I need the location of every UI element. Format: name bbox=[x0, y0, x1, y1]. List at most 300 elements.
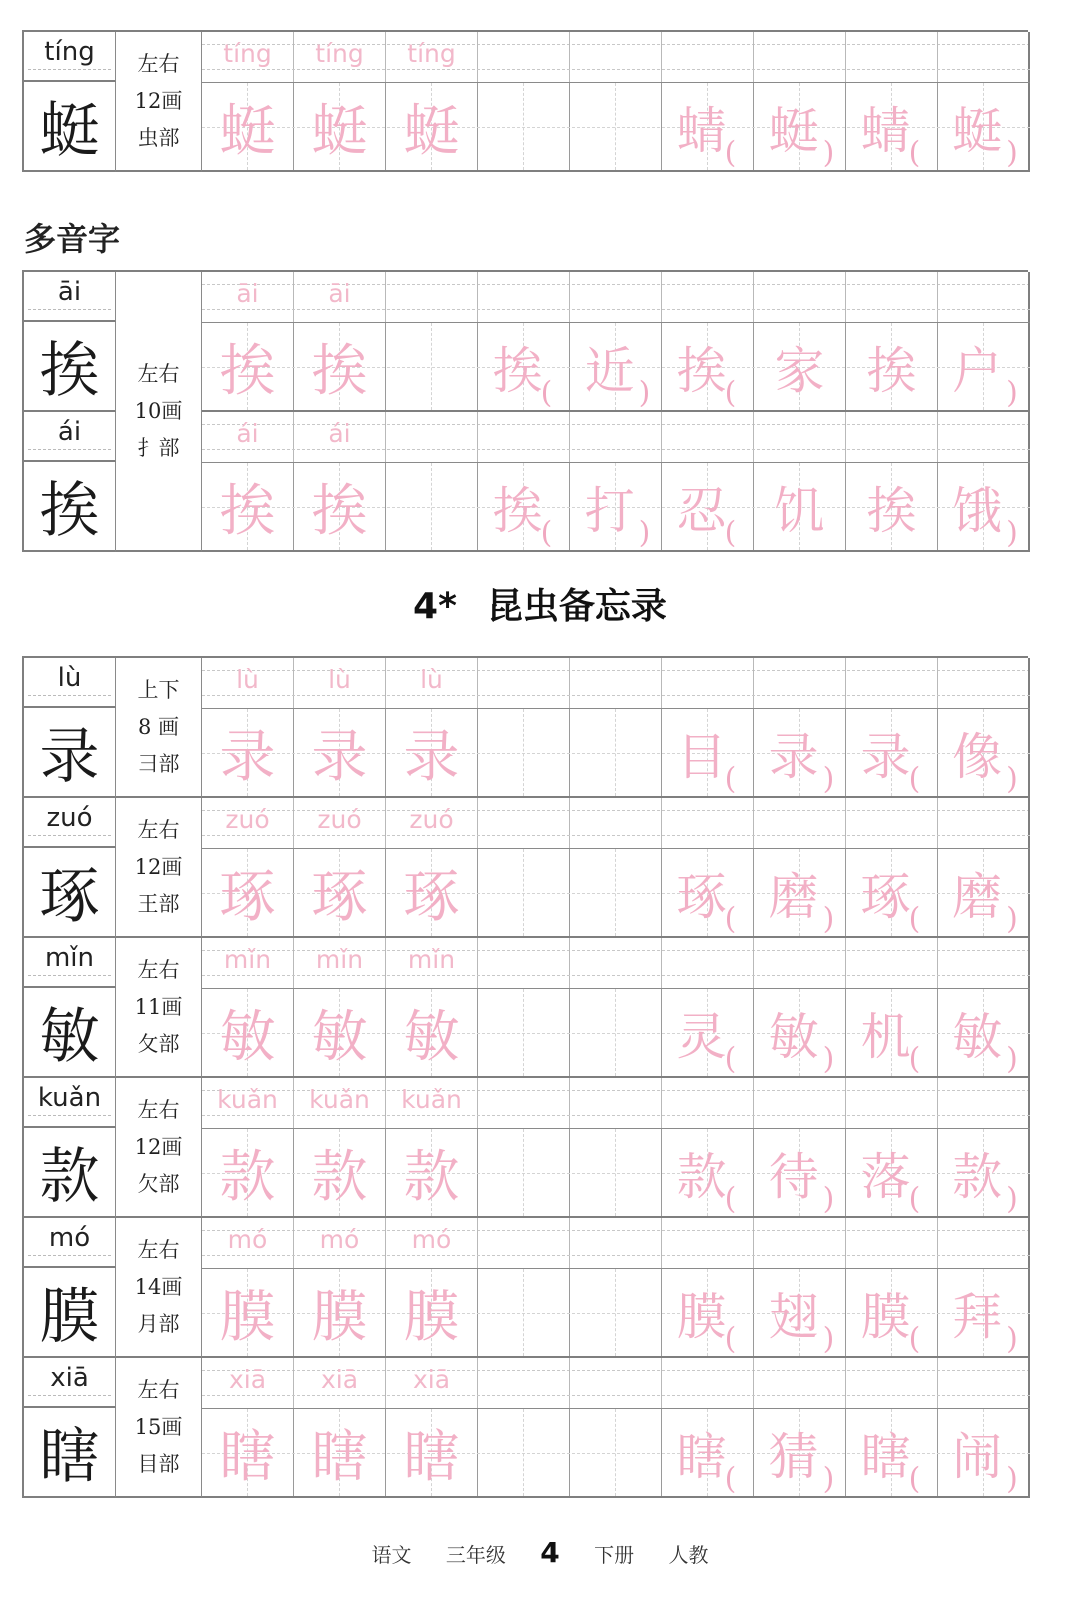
word-char: 膜 bbox=[860, 1287, 911, 1346]
practice-pinyin-cell bbox=[478, 412, 570, 462]
practice-char-cell[interactable] bbox=[570, 1269, 662, 1356]
practice-char: 款 bbox=[219, 1144, 276, 1210]
word-paren-close: ) bbox=[822, 1461, 835, 1496]
word-char-cell[interactable] bbox=[846, 849, 938, 936]
practice-pinyin-text: mó bbox=[319, 1225, 360, 1254]
practice-pinyin-row bbox=[202, 1078, 1030, 1128]
word-char: 猜 bbox=[768, 1427, 819, 1486]
practice-char-cell[interactable] bbox=[386, 989, 478, 1076]
practice-pinyin-text: mó bbox=[227, 1225, 268, 1254]
practice-char-row bbox=[202, 988, 1030, 1078]
word-char-cell[interactable] bbox=[478, 323, 570, 410]
practice-char-cell[interactable] bbox=[386, 83, 478, 170]
footer-publisher: 人教 bbox=[668, 1543, 709, 1567]
practice-char-cell[interactable] bbox=[478, 1269, 570, 1356]
practice-char-cell[interactable] bbox=[570, 709, 662, 796]
char-pinyin-text: lù bbox=[57, 663, 82, 693]
word-char-cell[interactable] bbox=[846, 989, 938, 1076]
word-char-cell[interactable] bbox=[662, 1269, 754, 1356]
word-paren-close: ) bbox=[822, 761, 835, 796]
char-pinyin-text: mǐn bbox=[44, 943, 95, 973]
word-paren-close: ) bbox=[1006, 901, 1018, 936]
practice-pinyin-cell bbox=[846, 798, 938, 848]
char-pinyin bbox=[24, 658, 116, 708]
word-paren-open: ( bbox=[724, 1321, 737, 1356]
word-char: 琢 bbox=[676, 867, 727, 926]
char-main: 敏 bbox=[24, 988, 116, 1078]
char-structure: 左右 bbox=[137, 1097, 180, 1122]
practice-char-cell[interactable] bbox=[294, 849, 386, 936]
practice-char: 膜 bbox=[219, 1284, 276, 1350]
char-pinyin-text: kuǎn bbox=[37, 1083, 102, 1113]
word-char-cell[interactable] bbox=[662, 989, 754, 1076]
word-char-cell[interactable] bbox=[662, 1409, 754, 1496]
practice-pinyin-cell bbox=[202, 938, 294, 988]
char-main: 膜 bbox=[24, 1268, 116, 1358]
practice-char-row bbox=[202, 1408, 1030, 1498]
practice-pinyin-cell bbox=[662, 1358, 754, 1408]
practice-char-cell[interactable] bbox=[294, 709, 386, 796]
word-char-cell[interactable] bbox=[846, 1269, 938, 1356]
word-char: 磨 bbox=[952, 867, 1003, 926]
practice-pinyin-cell bbox=[938, 798, 1030, 848]
word-char-cell[interactable] bbox=[570, 463, 662, 550]
word-char-cell[interactable] bbox=[938, 463, 1030, 550]
practice-char-cell[interactable] bbox=[570, 1129, 662, 1216]
practice-char-cell[interactable] bbox=[202, 1129, 294, 1216]
word-paren-open: ( bbox=[908, 1041, 921, 1076]
practice-pinyin-cell bbox=[570, 1218, 662, 1268]
word-char-cell[interactable] bbox=[938, 709, 1030, 796]
practice-char: 琢 bbox=[219, 864, 276, 930]
char-main: 瞎 bbox=[24, 1408, 116, 1498]
practice-char-row bbox=[202, 82, 1030, 172]
practice-char: 录 bbox=[403, 724, 460, 790]
word-char-cell[interactable] bbox=[846, 709, 938, 796]
practice-pinyin-text: kuǎn bbox=[309, 1085, 370, 1114]
practice-pinyin-cell bbox=[846, 1078, 938, 1128]
word-char-cell[interactable] bbox=[938, 1269, 1030, 1356]
word-char: 蜻 bbox=[860, 101, 911, 160]
practice-char: 款 bbox=[403, 1144, 460, 1210]
practice-pinyin-cell bbox=[386, 798, 478, 848]
practice-char-cell[interactable] bbox=[294, 463, 386, 550]
char-radical: 目部 bbox=[137, 1451, 180, 1476]
char-radical: 月部 bbox=[137, 1311, 180, 1336]
practice-char: 挨 bbox=[219, 478, 276, 544]
word-paren-open: ( bbox=[724, 375, 737, 410]
char-main: 挨 bbox=[24, 322, 116, 412]
word-char-cell[interactable] bbox=[662, 849, 754, 936]
practice-char-cell[interactable] bbox=[478, 1129, 570, 1216]
char-strokes: 11画 bbox=[134, 994, 183, 1019]
char-main: 款 bbox=[24, 1128, 116, 1218]
char-radical: 王部 bbox=[137, 891, 180, 916]
practice-pinyin-cell bbox=[938, 658, 1030, 708]
word-char-cell[interactable] bbox=[662, 323, 754, 410]
word-paren-open: ( bbox=[724, 1041, 737, 1076]
practice-pinyin-cell bbox=[570, 272, 662, 322]
practice-char-cell[interactable] bbox=[386, 1409, 478, 1496]
word-paren-close: ) bbox=[1006, 1461, 1018, 1496]
word-char-cell[interactable] bbox=[846, 1129, 938, 1216]
practice-pinyin-cell bbox=[478, 272, 570, 322]
practice-pinyin-text: mó bbox=[411, 1225, 452, 1254]
word-char: 录 bbox=[768, 727, 819, 786]
word-char-cell[interactable] bbox=[938, 1409, 1030, 1496]
char-strokes: 12画 bbox=[134, 1134, 183, 1159]
practice-pinyin-cell bbox=[846, 32, 938, 82]
practice-pinyin-cell bbox=[386, 938, 478, 988]
practice-pinyin-cell bbox=[294, 272, 386, 322]
practice-char: 挨 bbox=[219, 338, 276, 404]
practice-pinyin-cell bbox=[662, 658, 754, 708]
word-char-cell[interactable] bbox=[754, 709, 846, 796]
word-char-cell[interactable] bbox=[754, 989, 846, 1076]
practice-char-cell[interactable] bbox=[570, 83, 662, 170]
practice-char-cell[interactable] bbox=[294, 1409, 386, 1496]
word-char: 蜓 bbox=[768, 101, 819, 160]
word-char: 款 bbox=[676, 1147, 727, 1206]
practice-char-cell[interactable] bbox=[202, 709, 294, 796]
practice-char-cell[interactable] bbox=[570, 849, 662, 936]
word-char-cell[interactable] bbox=[846, 83, 938, 170]
char-info bbox=[116, 1218, 202, 1358]
practice-pinyin-cell bbox=[570, 798, 662, 848]
word-char: 翅 bbox=[768, 1287, 819, 1346]
practice-char-cell[interactable] bbox=[478, 83, 570, 170]
practice-pinyin-row bbox=[202, 1218, 1030, 1268]
practice-pinyin-cell bbox=[662, 272, 754, 322]
word-char-cell[interactable] bbox=[754, 83, 846, 170]
practice-char: 挨 bbox=[311, 338, 368, 404]
practice-char-cell[interactable] bbox=[202, 849, 294, 936]
word-char: 挨 bbox=[676, 341, 727, 400]
practice-char-cell[interactable] bbox=[202, 989, 294, 1076]
practice-char-cell[interactable] bbox=[294, 1269, 386, 1356]
practice-char-cell[interactable] bbox=[202, 83, 294, 170]
practice-pinyin-text: xiā bbox=[412, 1365, 451, 1394]
practice-pinyin-cell bbox=[202, 32, 294, 82]
practice-pinyin-text: mǐn bbox=[223, 945, 272, 974]
practice-pinyin-cell bbox=[938, 272, 1030, 322]
word-char-cell[interactable] bbox=[938, 323, 1030, 410]
practice-char-cell[interactable] bbox=[386, 849, 478, 936]
char-pinyin bbox=[24, 1078, 116, 1128]
char-strokes: 15画 bbox=[134, 1414, 183, 1439]
practice-pinyin-cell bbox=[386, 1358, 478, 1408]
practice-char-cell[interactable] bbox=[386, 463, 478, 550]
word-paren-open: ( bbox=[908, 1321, 921, 1356]
char-radical: 欠部 bbox=[137, 1171, 180, 1196]
practice-char-cell[interactable] bbox=[294, 83, 386, 170]
char-pinyin bbox=[24, 938, 116, 988]
practice-char-cell[interactable] bbox=[478, 989, 570, 1076]
lesson-number: 4* bbox=[413, 586, 457, 627]
practice-pinyin-cell bbox=[386, 1078, 478, 1128]
practice-char: 款 bbox=[311, 1144, 368, 1210]
char-pinyin-text: xiā bbox=[50, 1363, 89, 1393]
char-radical: 攵部 bbox=[137, 1031, 180, 1056]
practice-pinyin-cell bbox=[570, 32, 662, 82]
practice-pinyin-cell bbox=[202, 272, 294, 322]
practice-pinyin-text: lù bbox=[328, 665, 351, 694]
word-char: 闹 bbox=[952, 1427, 1003, 1486]
word-char: 像 bbox=[952, 727, 1003, 786]
word-char: 挨 bbox=[866, 341, 917, 400]
practice-pinyin-cell bbox=[754, 1078, 846, 1128]
word-paren-open: ( bbox=[908, 761, 921, 796]
char-strokes: 10画 bbox=[134, 398, 183, 423]
practice-pinyin-text: āi bbox=[328, 279, 351, 308]
practice-pinyin-cell bbox=[478, 32, 570, 82]
word-paren-open: ( bbox=[540, 375, 553, 410]
practice-pinyin-cell bbox=[294, 1358, 386, 1408]
practice-char-cell[interactable] bbox=[294, 989, 386, 1076]
practice-char-cell[interactable] bbox=[202, 1269, 294, 1356]
word-char-cell[interactable] bbox=[662, 709, 754, 796]
word-char: 瞎 bbox=[860, 1427, 911, 1486]
char-main: 蜓 bbox=[24, 82, 116, 172]
practice-char-cell[interactable] bbox=[570, 1409, 662, 1496]
word-char: 蜓 bbox=[952, 101, 1003, 160]
practice-pinyin-cell bbox=[202, 412, 294, 462]
practice-pinyin-text: zuó bbox=[409, 805, 454, 834]
practice-pinyin-cell bbox=[386, 1218, 478, 1268]
practice-pinyin-text: lù bbox=[236, 665, 259, 694]
word-paren-open: ( bbox=[724, 761, 737, 796]
practice-char-row bbox=[202, 462, 1030, 552]
word-char-cell[interactable] bbox=[662, 83, 754, 170]
word-char: 款 bbox=[952, 1147, 1003, 1206]
char-strokes: 8 画 bbox=[137, 714, 180, 739]
char-structure: 左右 bbox=[137, 1377, 180, 1402]
practice-pinyin-cell bbox=[294, 658, 386, 708]
practice-pinyin-cell bbox=[754, 938, 846, 988]
practice-pinyin-cell bbox=[662, 938, 754, 988]
char-pinyin bbox=[24, 32, 116, 82]
practice-pinyin-text: xiā bbox=[228, 1365, 267, 1394]
word-paren-open: ( bbox=[724, 901, 737, 936]
char-pinyin bbox=[24, 1218, 116, 1268]
practice-pinyin-row bbox=[202, 32, 1030, 82]
practice-char-row bbox=[202, 322, 1030, 412]
word-char-cell[interactable] bbox=[938, 989, 1030, 1076]
char-radical: 扌部 bbox=[137, 435, 180, 460]
word-char-cell[interactable] bbox=[846, 463, 938, 550]
practice-char: 挨 bbox=[311, 478, 368, 544]
practice-pinyin-cell bbox=[938, 1218, 1030, 1268]
practice-pinyin-cell bbox=[570, 1358, 662, 1408]
word-char-cell[interactable] bbox=[662, 1129, 754, 1216]
char-pinyin bbox=[24, 412, 116, 462]
practice-pinyin-cell bbox=[202, 1358, 294, 1408]
word-char: 挨 bbox=[866, 481, 917, 540]
word-char: 蜻 bbox=[676, 101, 727, 160]
practice-char-cell[interactable] bbox=[294, 1129, 386, 1216]
practice-char-cell[interactable] bbox=[478, 849, 570, 936]
word-char-cell[interactable] bbox=[478, 463, 570, 550]
practice-pinyin-cell bbox=[294, 412, 386, 462]
practice-pinyin-cell bbox=[478, 658, 570, 708]
practice-char-cell[interactable] bbox=[386, 1129, 478, 1216]
page-footer bbox=[0, 1536, 1080, 1569]
practice-char: 敏 bbox=[311, 1004, 368, 1070]
word-paren-close: ) bbox=[822, 901, 835, 936]
practice-char-cell[interactable] bbox=[478, 1409, 570, 1496]
practice-pinyin-cell bbox=[386, 32, 478, 82]
char-pinyin-text: mó bbox=[48, 1223, 91, 1253]
word-paren-close: ) bbox=[638, 515, 651, 550]
practice-pinyin-cell bbox=[386, 658, 478, 708]
lesson-title bbox=[0, 578, 1080, 629]
practice-pinyin-row bbox=[202, 272, 1030, 322]
practice-char-row bbox=[202, 1128, 1030, 1218]
practice-pinyin-text: tíng bbox=[407, 39, 456, 68]
word-char: 膜 bbox=[676, 1287, 727, 1346]
word-paren-open: ( bbox=[724, 1461, 737, 1496]
practice-pinyin-cell bbox=[570, 412, 662, 462]
word-char-cell[interactable] bbox=[754, 1129, 846, 1216]
char-structure: 左右 bbox=[137, 1237, 180, 1262]
word-char-cell[interactable] bbox=[570, 323, 662, 410]
word-char: 忍 bbox=[676, 481, 727, 540]
word-char: 瞎 bbox=[676, 1427, 727, 1486]
word-paren-open: ( bbox=[724, 1181, 737, 1216]
practice-pinyin-cell bbox=[846, 272, 938, 322]
practice-char-cell[interactable] bbox=[386, 323, 478, 410]
practice-pinyin-cell bbox=[294, 798, 386, 848]
practice-char: 敏 bbox=[219, 1004, 276, 1070]
practice-char: 瞎 bbox=[219, 1424, 276, 1490]
word-char-cell[interactable] bbox=[846, 323, 938, 410]
practice-char-cell[interactable] bbox=[386, 709, 478, 796]
word-paren-close: ) bbox=[638, 375, 651, 410]
word-paren-open: ( bbox=[908, 135, 921, 170]
word-char-cell[interactable] bbox=[938, 83, 1030, 170]
char-structure: 左右 bbox=[137, 957, 180, 982]
practice-pinyin-cell bbox=[662, 1078, 754, 1128]
practice-pinyin-text: kuǎn bbox=[217, 1085, 278, 1114]
word-paren-close: ) bbox=[1006, 1041, 1018, 1076]
practice-char: 录 bbox=[219, 724, 276, 790]
practice-char-cell[interactable] bbox=[570, 989, 662, 1076]
practice-char-cell[interactable] bbox=[386, 1269, 478, 1356]
word-char: 待 bbox=[768, 1147, 819, 1206]
practice-pinyin-cell bbox=[846, 938, 938, 988]
word-paren-open: ( bbox=[540, 515, 553, 550]
char-strokes: 14画 bbox=[134, 1274, 183, 1299]
word-paren-close: ) bbox=[822, 135, 835, 170]
char-column bbox=[24, 272, 116, 552]
footer-grade: 三年级 bbox=[445, 1543, 506, 1567]
practice-pinyin-cell bbox=[478, 798, 570, 848]
practice-pinyin-cell bbox=[938, 32, 1030, 82]
char-main: 挨 bbox=[24, 462, 116, 552]
char-pinyin-text: ái bbox=[57, 417, 82, 447]
practice-char: 敏 bbox=[403, 1004, 460, 1070]
table-lesson3-tail bbox=[22, 30, 1028, 172]
practice-char: 蜓 bbox=[403, 98, 460, 164]
practice-char: 琢 bbox=[311, 864, 368, 930]
practice-pinyin-cell bbox=[294, 938, 386, 988]
word-char: 饥 bbox=[774, 481, 825, 540]
practice-char-cell[interactable] bbox=[294, 323, 386, 410]
word-char-cell[interactable] bbox=[754, 323, 846, 410]
char-structure: 左右 bbox=[137, 51, 180, 76]
word-char-cell[interactable] bbox=[938, 849, 1030, 936]
practice-pinyin-cell bbox=[938, 938, 1030, 988]
meta-column bbox=[116, 658, 202, 1498]
practice-char-cell[interactable] bbox=[478, 709, 570, 796]
word-char: 打 bbox=[584, 481, 635, 540]
word-char: 机 bbox=[860, 1007, 911, 1066]
word-char: 敏 bbox=[768, 1007, 819, 1066]
practice-pinyin-cell bbox=[846, 658, 938, 708]
practice-pinyin-row bbox=[202, 412, 1030, 462]
char-info bbox=[116, 1358, 202, 1498]
word-char-cell[interactable] bbox=[754, 849, 846, 936]
practice-pinyin-cell bbox=[938, 412, 1030, 462]
practice-pinyin-cell bbox=[478, 1078, 570, 1128]
page-number: 4 bbox=[540, 1536, 560, 1569]
practice-pinyin-cell bbox=[570, 658, 662, 708]
word-char: 灵 bbox=[676, 1007, 727, 1066]
practice-pinyin-cell bbox=[938, 1358, 1030, 1408]
section-heading-polyphonic: 多音字 bbox=[24, 220, 121, 258]
footer-subject: 语文 bbox=[371, 1543, 412, 1567]
practice-pinyin-text: xiā bbox=[320, 1365, 359, 1394]
word-char-cell[interactable] bbox=[938, 1129, 1030, 1216]
word-char: 拜 bbox=[952, 1287, 1003, 1346]
char-info bbox=[116, 658, 202, 798]
practice-char-row bbox=[202, 1268, 1030, 1358]
practice-pinyin-cell bbox=[570, 938, 662, 988]
word-char-cell[interactable] bbox=[662, 463, 754, 550]
practice-pinyin-cell bbox=[938, 1078, 1030, 1128]
practice-pinyin-cell bbox=[294, 32, 386, 82]
word-paren-close: ) bbox=[1006, 1181, 1018, 1216]
practice-pinyin-cell bbox=[294, 1078, 386, 1128]
word-paren-close: ) bbox=[822, 1041, 835, 1076]
practice-pinyin-text: āi bbox=[236, 279, 259, 308]
word-char-cell[interactable] bbox=[754, 1409, 846, 1496]
practice-pinyin-text: tíng bbox=[315, 39, 364, 68]
practice-pinyin-row bbox=[202, 938, 1030, 988]
word-char: 挨 bbox=[492, 341, 543, 400]
practice-char-cell[interactable] bbox=[202, 463, 294, 550]
meta-column bbox=[116, 32, 202, 172]
word-char-cell[interactable] bbox=[754, 1269, 846, 1356]
word-paren-open: ( bbox=[908, 901, 921, 936]
lesson-name: 昆虫备忘录 bbox=[486, 586, 667, 627]
practice-char-cell[interactable] bbox=[202, 1409, 294, 1496]
word-char-cell[interactable] bbox=[754, 463, 846, 550]
practice-pinyin-cell bbox=[846, 412, 938, 462]
char-pinyin-text: zuó bbox=[46, 803, 93, 833]
practice-pinyin-cell bbox=[754, 272, 846, 322]
word-paren-open: ( bbox=[908, 1461, 921, 1496]
practice-char-cell[interactable] bbox=[202, 323, 294, 410]
practice-pinyin-cell bbox=[386, 272, 478, 322]
char-strokes: 12画 bbox=[134, 854, 183, 879]
practice-column bbox=[202, 272, 1030, 552]
practice-pinyin-cell bbox=[754, 32, 846, 82]
word-char-cell[interactable] bbox=[846, 1409, 938, 1496]
practice-char-row bbox=[202, 708, 1030, 798]
footer-volume: 下册 bbox=[594, 1543, 635, 1567]
practice-column bbox=[202, 32, 1030, 172]
